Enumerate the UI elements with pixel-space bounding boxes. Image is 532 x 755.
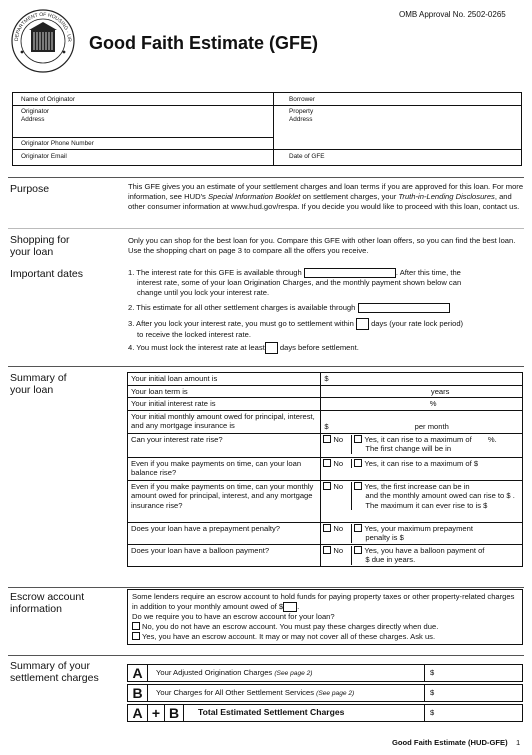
field-originator-phone[interactable]: Originator Phone Number bbox=[21, 140, 94, 147]
date-item-2: 2. This estimate for all other settlement charges is available through bbox=[128, 303, 524, 313]
loan-term-field[interactable]: years bbox=[321, 385, 523, 398]
important-dates-label: Important dates bbox=[10, 268, 83, 280]
yes-checkbox[interactable] bbox=[354, 482, 362, 490]
date-item-3: 3. After you lock your interest rate, you must go to settlement within days (your rate lock period) bbox=[128, 319, 464, 328]
loan-row: Your initial loan amount is $ bbox=[128, 373, 523, 386]
settlement-row-a: A Your Adjusted Origination Charges (See page 2) $ bbox=[127, 664, 523, 682]
field-name-of-originator[interactable]: Name of Originator bbox=[21, 96, 75, 103]
omb-approval: OMB Approval No. 2502-0265 bbox=[399, 10, 506, 19]
yes-checkbox[interactable] bbox=[354, 524, 362, 532]
date-item-4: 4. You must lock the interest rate at least days before settlement. bbox=[128, 343, 359, 352]
page-title: Good Faith Estimate (GFE) bbox=[89, 33, 319, 53]
yes-checkbox[interactable] bbox=[354, 459, 362, 467]
estimate-available-through-input[interactable] bbox=[358, 303, 450, 313]
loan-row: Your initial monthly amount owed for principal, interest, and any mortgage insurance is $ per month bbox=[128, 410, 523, 433]
svg-text:DEPARTMENT OF HOUSING · URBAN: DEPARTMENT OF HOUSING · UR bbox=[13, 11, 73, 42]
loan-row: Your initial interest rate is % bbox=[128, 398, 523, 411]
yesno-row: Does your loan have a balloon payment? No Yes, you have a balloon payment of $ due in years. bbox=[128, 544, 523, 566]
yesno-row: Even if you make payments on time, can your monthly amount owed for principal, interest, and any mortgage insurance rise? No Yes, the first increase can be in and the monthly amount owed can rise to $ . The maximum it can ever rise to is $ bbox=[128, 480, 523, 522]
settlement-table bbox=[127, 664, 523, 722]
escrow-box: Some lenders require an escrow account to hold funds for paying property taxes or other property-related charges in addition to your monthly amount owed of $ . Do we require you to have an escrow account for your loan? No, you do not have an escrow account. You must pay these charges directly when due. Yes, you have an escrow account. It may or may not cover all of these charges. Ask us. bbox=[127, 589, 523, 645]
yesno-row: Does your loan have a prepayment penalty? No Yes, your maximum prepayment penalty is $ bbox=[128, 522, 523, 544]
hud-seal-logo bbox=[10, 8, 76, 74]
other-services-value[interactable]: $ bbox=[430, 688, 435, 697]
settlement-row-b: B Your Charges for All Other Settlement Services (See page 2) $ bbox=[127, 684, 523, 702]
rate-available-through-input[interactable] bbox=[304, 268, 396, 278]
no-checkbox[interactable] bbox=[323, 435, 331, 443]
purpose-text: This GFE gives you an estimate of your settlement charges and loan terms if you are approved for this loan. For more information, see HUD's Special Information Booklet on settlement charges, your Truth-in-Lending Disclosures, and other consumer information at www.hud.gov/respa. If you decide you would like to proceed with this loan, contact us. bbox=[128, 182, 524, 211]
shopping-label: Shopping for your loan bbox=[10, 234, 70, 258]
settlement-row-total: A + B Total Estimated Settlement Charges $ bbox=[127, 704, 523, 722]
loan-summary-table bbox=[127, 372, 523, 567]
total-settlement-value[interactable]: $ bbox=[430, 708, 435, 717]
field-date-of-gfe[interactable]: Date of GFE bbox=[289, 153, 325, 160]
no-checkbox[interactable] bbox=[323, 459, 331, 467]
rate-lock-days-input[interactable] bbox=[356, 318, 369, 330]
page-number: 1 bbox=[516, 738, 521, 747]
field-borrower[interactable]: Borrower bbox=[289, 96, 315, 103]
no-checkbox[interactable] bbox=[323, 524, 331, 532]
loan-row: Your loan term is years bbox=[128, 385, 523, 398]
origination-charges-value[interactable]: $ bbox=[430, 668, 435, 677]
date-item-1: 1. The interest rate for this GFE is available through . After this time, the bbox=[128, 268, 461, 277]
settlement-label: Summary of your settlement charges bbox=[10, 660, 99, 684]
escrow-no-checkbox[interactable] bbox=[132, 622, 140, 630]
escrow-amount-input[interactable] bbox=[283, 602, 297, 612]
field-originator-email[interactable]: Originator Email bbox=[21, 153, 67, 160]
monthly-amount-field[interactable]: $ per month bbox=[321, 410, 523, 433]
yes-checkbox[interactable] bbox=[354, 546, 362, 554]
yesno-row: Even if you make payments on time, can your loan balance rise? No Yes, it can rise to a maximum of $ bbox=[128, 457, 523, 480]
footer-form-name: Good Faith Estimate (HUD-GFE) bbox=[392, 738, 508, 747]
no-checkbox[interactable] bbox=[323, 482, 331, 490]
summary-loan-label: Summary of your loan bbox=[10, 372, 67, 396]
shopping-text: Only you can shop for the best loan for you. Compare this GFE with other loan offers, so you can find the best loan. Use the shopping chart on page 3 to compare all the offers you receive. bbox=[128, 236, 516, 255]
no-checkbox[interactable] bbox=[323, 546, 331, 554]
loan-amount-field[interactable]: $ bbox=[321, 373, 523, 386]
lock-before-settlement-days-input[interactable] bbox=[265, 342, 278, 354]
purpose-label: Purpose bbox=[10, 183, 50, 195]
important-dates-list: 1. The interest rate for this GFE is available through . After this time, the interest rate, some of your loan Origination Charges, and the monthly payment shown below can change until you lock your interest rate. 2. This estimate for all other settlement charges is available through 3. After you lock your interest rate, you must go to settlement within days (your rate lock period) to receive the locked interest rate. 4. You must lock the interest rate at least days before settlement. bbox=[128, 268, 524, 354]
field-property-address[interactable]: Property Address bbox=[289, 108, 314, 123]
interest-rate-field[interactable]: % bbox=[321, 398, 523, 411]
field-originator-address[interactable]: Originator Address bbox=[21, 108, 50, 123]
yes-checkbox[interactable] bbox=[354, 435, 362, 443]
info-form bbox=[12, 92, 522, 166]
escrow-label: Escrow account information bbox=[10, 591, 85, 615]
yesno-row: Can your interest rate rise? No Yes, it can rise to a maximum of %. The first change will be in bbox=[128, 433, 523, 457]
escrow-yes-checkbox[interactable] bbox=[132, 632, 140, 640]
